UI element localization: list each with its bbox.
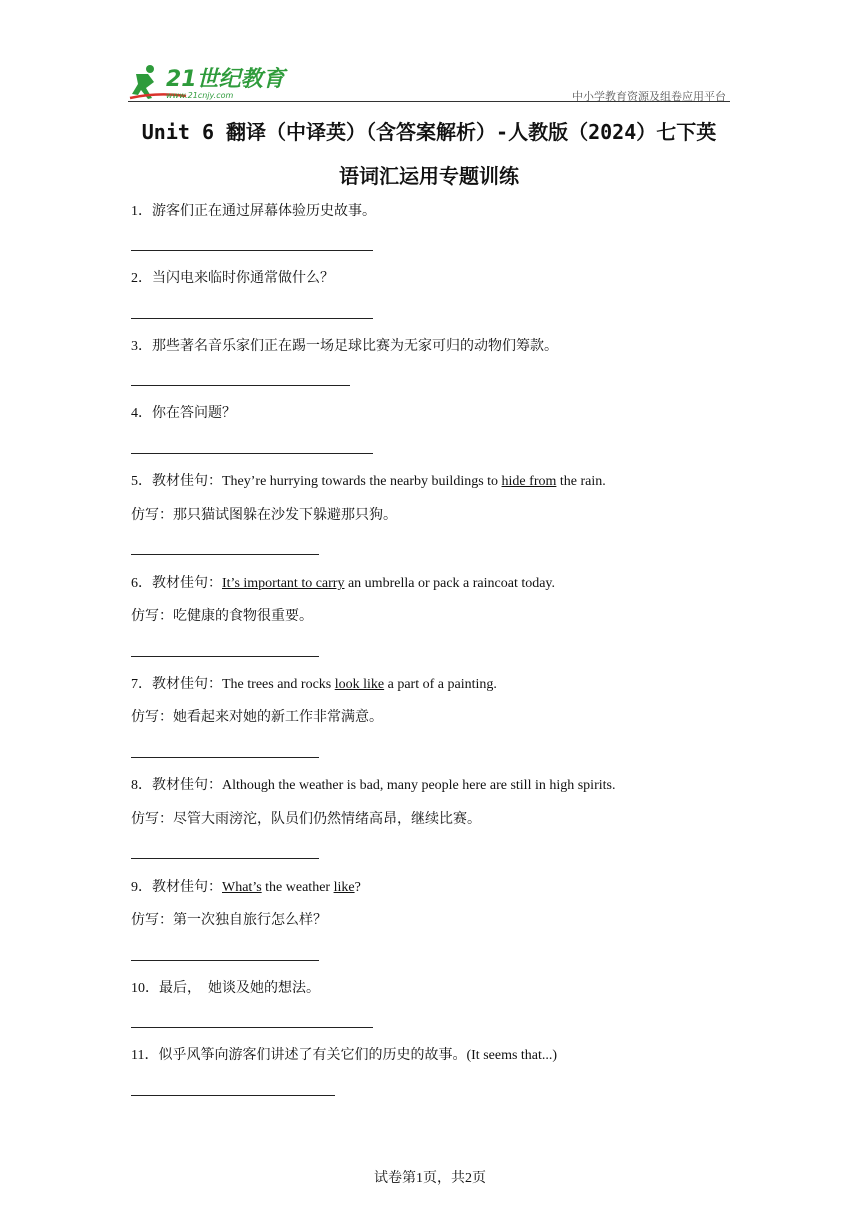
answer-blank-10[interactable]: [131, 1027, 373, 1028]
page-number: 试卷第1页，共2页: [374, 1171, 486, 1186]
svg-text:21世纪教育: 21世纪教育: [166, 67, 285, 92]
imitate-7: 仿写：她看起来对她的新工作非常满意。: [131, 710, 383, 725]
imitate-8: 仿写：尽管大雨滂沱，队员们仍然情绪高昂，继续比赛。: [131, 812, 481, 827]
answer-blank-2[interactable]: [131, 318, 373, 319]
question-1: 1．游客们正在通过屏幕体验历史故事。: [131, 204, 376, 219]
question-9: 9．教材佳句：What’s the weather like?: [131, 880, 361, 895]
imitate-9: 仿写：第一次独自旅行怎么样？: [131, 913, 327, 928]
answer-blank-5[interactable]: [131, 554, 319, 555]
21cnjy-logo: [128, 62, 288, 102]
question-4: 4．你在答问题？: [131, 406, 236, 421]
question-8: 8．教材佳句：Although the weather is bad, many people here are still in high spirits.: [131, 778, 616, 793]
question-5: 5．教材佳句：They’re hurrying towards the nearby buildings to hide from the rain.: [131, 474, 606, 489]
question-10: 10．最后， 她谈及她的想法。: [131, 981, 320, 996]
header-divider: [128, 101, 730, 102]
platform-label: 中小学教育资源及组卷应用平台: [572, 90, 726, 103]
answer-blank-3[interactable]: [131, 385, 350, 386]
answer-blank-7[interactable]: [131, 757, 319, 758]
question-3: 3．那些著名音乐家们正在踢一场足球比赛为无家可归的动物们筹款。: [131, 339, 558, 354]
svg-text:www.21cnjy.com: www.21cnjy.com: [166, 91, 234, 100]
question-11: 11．似乎风筝向游客们讲述了有关它们的历史的故事。(It seems that...): [131, 1048, 558, 1063]
answer-blank-6[interactable]: [131, 656, 319, 657]
answer-blank-8[interactable]: [131, 858, 319, 859]
answer-blank-4[interactable]: [131, 453, 373, 454]
page-title-line1: Unit 6 翻译（中译英）（含答案解析）-人教版（2024）七下英: [141, 120, 717, 144]
page-title-line2: 语词汇运用专题训练: [339, 164, 519, 188]
answer-blank-1[interactable]: [131, 250, 373, 251]
question-7: 7．教材佳句：The trees and rocks look like a part of a painting.: [131, 677, 497, 692]
imitate-5: 仿写：那只猫试图躲在沙发下躲避那只狗。: [131, 508, 397, 523]
imitate-6: 仿写：吃健康的食物很重要。: [131, 609, 313, 624]
question-2: 2．当闪电来临时你通常做什么？: [131, 271, 334, 286]
question-6: 6．教材佳句：It’s important to carry an umbrella or pack a raincoat today.: [131, 576, 556, 591]
answer-blank-9[interactable]: [131, 960, 319, 961]
answer-blank-11[interactable]: [131, 1095, 335, 1096]
